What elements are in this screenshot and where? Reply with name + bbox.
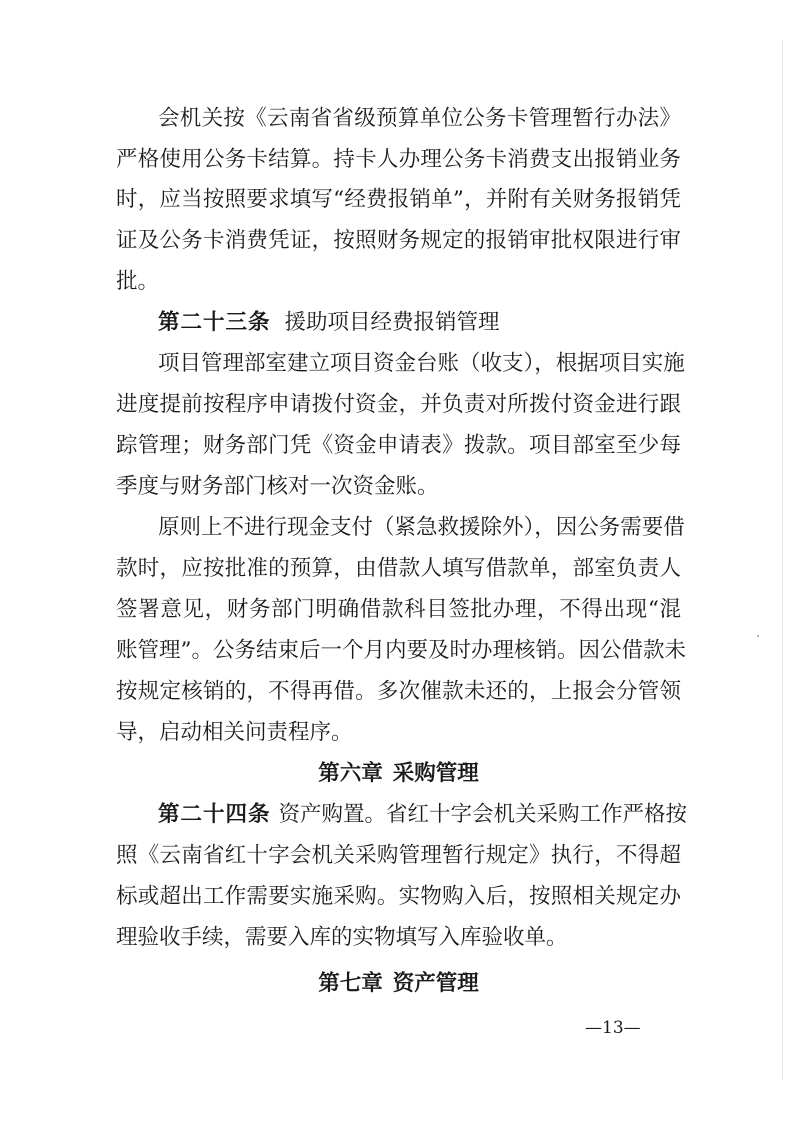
body-line: 严格使用公务卡结算。持卡人办理公务卡消费支出报销业务	[116, 147, 681, 172]
body-line: 导，启动相关问责程序。	[116, 720, 353, 745]
body-line: 项目管理部室建立项目资金台账（收支），根据项目实施	[158, 351, 685, 376]
article-number: 第二十三条	[158, 310, 271, 335]
body-line: 证及公务卡消费凭证，按照财务规定的报销审批权限进行审	[116, 228, 681, 253]
scan-edge-line	[782, 40, 783, 1080]
body-line: 按规定核销的，不得再借。多次催款未还的，上报会分管领	[116, 679, 681, 704]
body-line: 标或超出工作需要实施采购。实物购入后，按照相关规定办	[116, 884, 681, 909]
scan-speck	[757, 635, 759, 637]
chapter-7-heading	[116, 966, 681, 1002]
article-text: 资产购置。省红十字会机关采购工作严格按	[278, 802, 688, 827]
body-line: 照《云南省红十字会机关采购管理暂行规定》执行，不得超	[116, 843, 681, 868]
body-line: 会机关按《云南省省级预算单位公务卡管理暂行办法》	[158, 106, 681, 131]
article-number: 第二十四条	[158, 802, 271, 827]
chapter-title: 资产管理	[392, 971, 479, 996]
article-23-heading	[158, 305, 681, 341]
body-line: 原则上不进行现金支付（紧急救援除外），因公务需要借	[158, 515, 685, 540]
page-number: —13—	[585, 1018, 641, 1038]
body-line: 季度与财务部门核对一次资金账。	[116, 474, 439, 499]
body-line: 签署意见，财务部门明确借款科目签批办理，不得出现“混	[116, 597, 681, 622]
body-line: 款时，应按批准的预算，由借款人填写借款单，部室负责人	[116, 556, 681, 581]
body-line: 账管理”。公务结束后一个月内要及时办理核销。因公借款未	[116, 638, 686, 663]
body-line: 批。	[116, 269, 160, 294]
chapter-6-heading	[116, 756, 681, 792]
article-title: 援助项目经费报销管理	[284, 310, 500, 335]
chapter-number: 第七章	[318, 971, 383, 996]
body-line: 踪管理；财务部门凭《资金申请表》拨款。项目部室至少每	[116, 433, 681, 458]
body-line: 理验收手续，需要入库的实物填写入库验收单。	[116, 925, 568, 950]
body-line: 进度提前按程序申请拨付资金，并负责对所拨付资金进行跟	[116, 392, 681, 417]
chapter-title: 采购管理	[392, 761, 479, 786]
chapter-number: 第六章	[318, 761, 383, 786]
body-line: 时，应当按照要求填写“经费报销单”，并附有关财务报销凭	[116, 187, 681, 212]
article-24-first-line	[158, 797, 688, 833]
